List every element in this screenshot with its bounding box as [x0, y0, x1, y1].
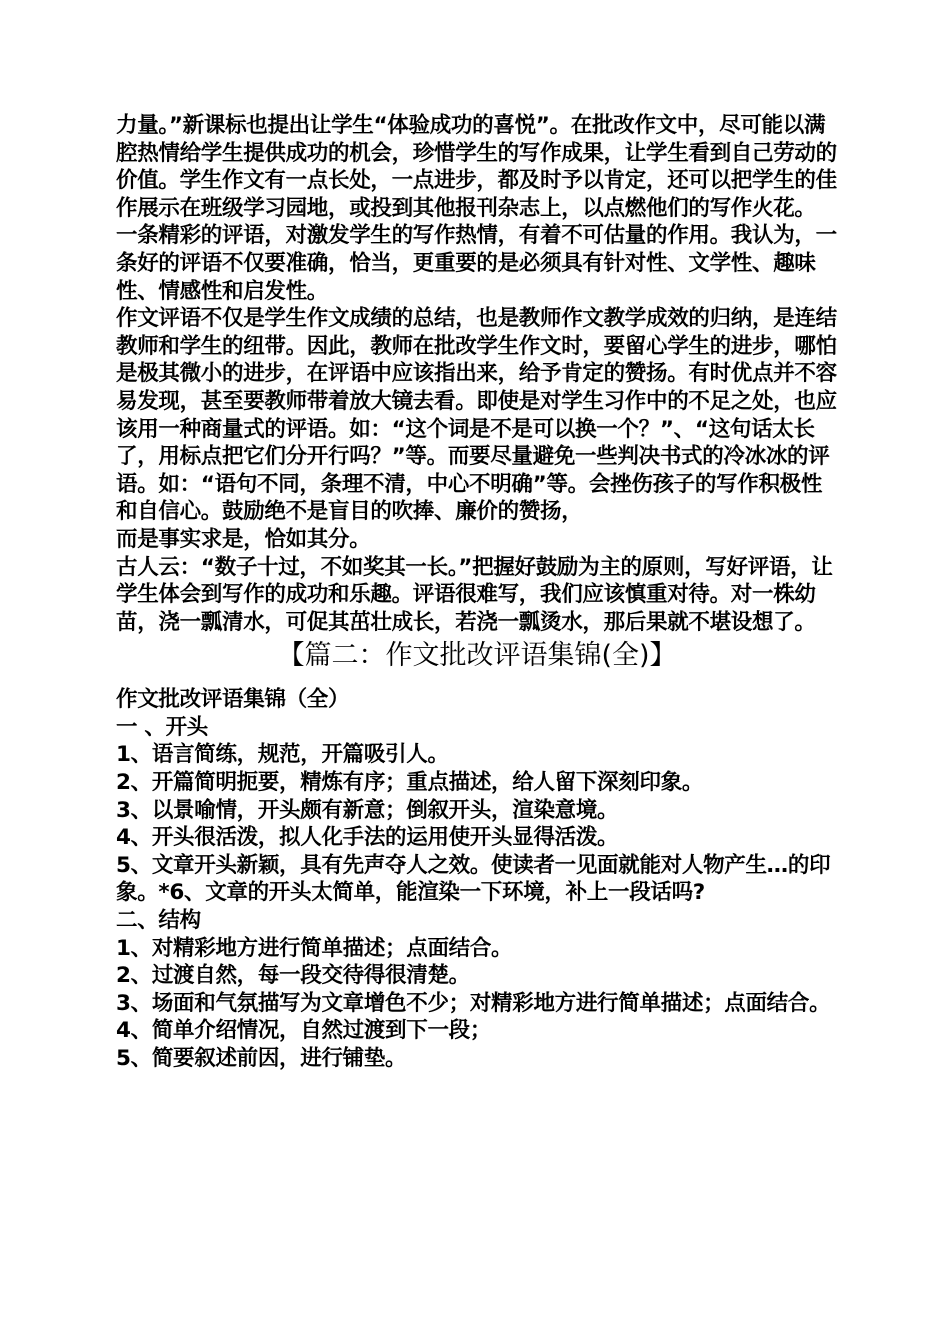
list-item: 2、开篇简明扼要，精炼有序；重点描述，给人留下深刻印象。: [116, 770, 704, 796]
list-item: 3、以景喻情，开头颇有新意；倒叙开头，渲染意境。: [116, 797, 619, 823]
list-title: 作文批改评语集锦（全）: [116, 687, 350, 713]
list-item: 3、场面和气氛描写为文章增色不少；对精彩地方进行简单描述；点面结合。: [116, 990, 831, 1016]
list-item: 2、过渡自然，每一段交待得很清楚。: [116, 963, 470, 989]
document-page: [116, 112, 838, 1073]
list-item: 5、简要叙述前因，进行铺垫。: [116, 1046, 407, 1071]
list-item: 1、语言简练，规范，开篇吸引人。: [116, 742, 449, 768]
body-paragraph: 作文评语不仅是学生作文成绩的总结，也是教师作文教学成效的归纳，是连结教师和学生的纽带。因此，教师在批改学生作文时，要留心学生的进步，哪怕是极其微小的进步，在评语中应该指出来，给予肯定的赞扬。有时优点并不容易发现，甚至要教师带着放大镜去看。即使是对学生习作中的不足之处，也应该用一种商量式的评语。如：“这个词是不是可以换一个？”、“这句话太长了，用标点把它们分开行吗？”等。而要尽量避免一些判决书式的冷冰冰的评语。如：“语句不同，条理不清，中心不明确”等。会挫伤孩子的写作积极性和自信心。鼓励绝不是盲目的吹捧、廉价的赞扬，: [116, 306, 837, 525]
body-paragraph: 而是事实求是，恰如其分。: [116, 526, 371, 552]
list-item: 1、对精彩地方进行简单描述；点面结合。: [116, 935, 513, 961]
list-item: 4、开头很活泼，拟人化手法的运用使开头显得活泼。: [116, 825, 619, 851]
section-heading: 【篇二：作文批改评语集锦(全)】: [277, 640, 677, 672]
body-paragraph: 古人云：“数子十过，不如奖其一长。”把握好鼓励为主的原则，写好评语，让学生体会到写作的成功和乐趣。评语很难写，我们应该慎重对待。对一株幼苗，浇一瓢清水，可促其茁壮成长，若浇一瓢烫水，那后果就不堪设想了。: [116, 554, 833, 635]
list-section-label: 一 、开头: [116, 714, 208, 740]
list-section-label: 二、结构: [116, 908, 201, 934]
list-item: 5、文章开头新颖，具有先声夺人之效。使读者一见面就能对人物产生…的印象。*6、文章的开头太简单，能渲染一下环境，补上一段话吗?: [116, 852, 831, 906]
list-item: 4、简单介绍情况，自然过渡到下一段；: [116, 1018, 492, 1044]
body-paragraph: 力量。”新课标也提出让学生“体验成功的喜悦”。在批改作文中，尽可能以满腔热情给学生提供成功的机会，珍惜学生的写作成果，让学生看到自己劳动的价值。学生作文有一点长处，一点进步，都及时予以肯定，还可以把学生的佳作展示在班级学习园地，或投到其他报刊杂志上，以点燃他们的写作火花。: [116, 113, 837, 221]
body-paragraph: 一条精彩的评语，对激发学生的写作热情，有着不可估量的作用。我认为，一条好的评语不仅要准确，恰当，更重要的是必须具有针对性、文学性、趣味性、情感性和启发性。: [116, 223, 837, 304]
